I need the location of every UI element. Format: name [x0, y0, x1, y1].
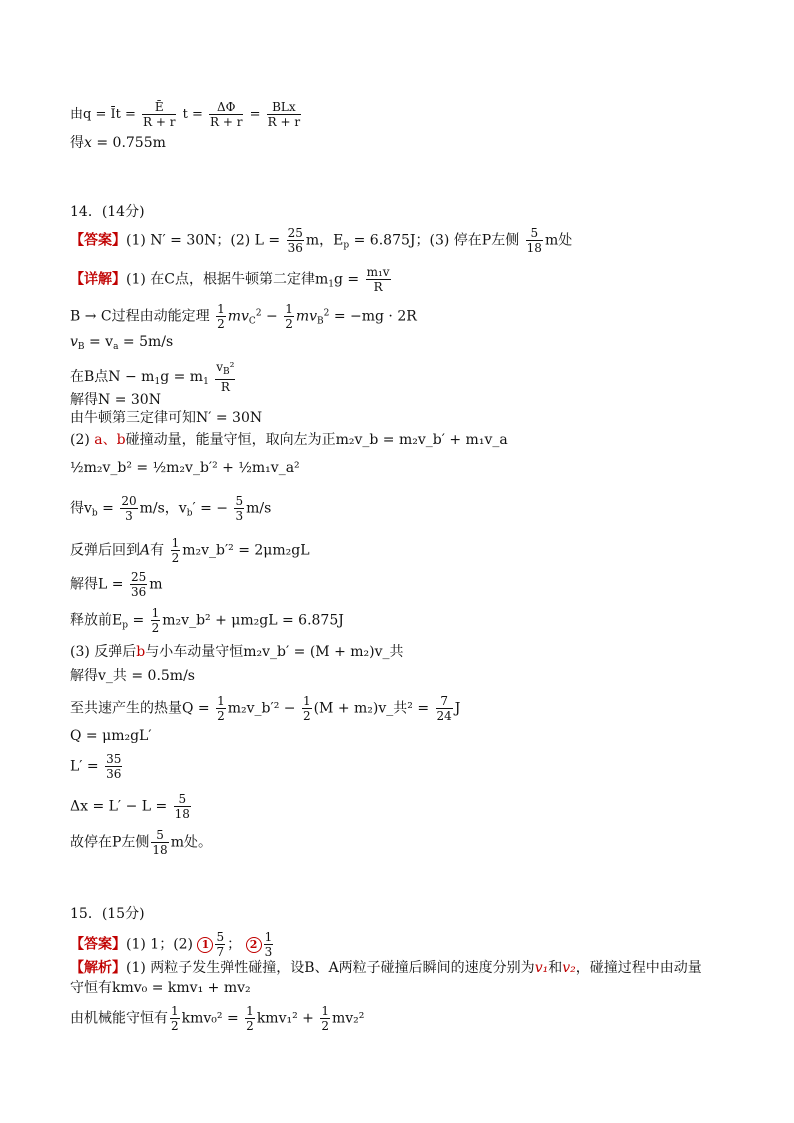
fraction: $\frac{\text{BLx}}{R + r}$ [267, 100, 301, 129]
problem-14-heading: 14．(14分) [70, 204, 145, 220]
detail-line-14: 解得v_共 = 0.5m/s [70, 668, 195, 684]
analysis-line-3: 由机械能守恒有 $\frac{1}{2}$ kmv₀² = $\frac{1}{2}$ kmv₁² + $\frac{1}{2}$ mv₂² [70, 1004, 365, 1033]
detail-line-7: (2) a、b碰撞动量，能量守恒，取向左为正m₂v_b = m₂v_b′ + m₁v_a [70, 432, 508, 448]
detail-line-9: 得$v_b$ = $\frac{20}{3}$ m/s，$v_b'$ = − $\frac{5}{3}$ m/s [70, 494, 272, 523]
detail-line-11: 解得L = $\frac{25}{36}$ m [70, 570, 163, 599]
detail-line-3: $v_B = v_a = 5m/s$ [70, 334, 174, 352]
detail-line-5: 解得N = 30N [70, 392, 161, 408]
detail-line-10: 反弹后回到A有 $\frac{1}{2}$ m₂v_b′² = 2μm₂gL [70, 536, 310, 565]
q13-equation: 由q = Īt = $\frac{Ē}{R + r}$ t = $\frac{\Delta\Phi}{R + r}$ = $\frac{\text{BLx}}{R + r}$ [70, 100, 301, 129]
detail-line-15: 至共速产生的热量Q = $\frac{1}{2}$ m₂v_b′² − $\frac{1}{2}$ (M + m₂)v_共² = $\frac{7}{24}$ J [70, 694, 461, 723]
detail-line-6: 由牛顿第三定律可知N′ = 30N [70, 410, 263, 426]
answer-14: 【答案】(1) N′ = 30N；(2) L = $\frac{25}{36}$ m，$E_p = 6.875J$；(3) 停在P左侧 $\frac{5}{18}$ m处 [70, 226, 573, 255]
detail-line-13: (3) 反弹后b与小车动量守恒m₂v_b′ = (M + m₂)v_共 [70, 644, 404, 660]
analysis-line-1: 【解析】(1) 两粒子发生弹性碰撞，设B、A两粒子碰撞后瞬间的速度分别为v₁和v₂，碰撞过程中由动量 [70, 960, 702, 976]
detail-line-12: 释放前$E_p$ = $\frac{1}{2}$ m₂v_b² + μm₂gL = 6.875J [70, 606, 344, 635]
detail-line-2: B → C过程由动能定理 $\frac{1}{2}$ $mv_C^2$ − $\frac{1}{2}$ $mv_B^2 = -mg \cdot 2R$ [70, 302, 417, 331]
detail-line-8: ½m₂v_b² = ½m₂v_b′² + ½m₁v_a² [70, 460, 300, 476]
detail-line-4: 在B点$N - m_1g = m_1$ $\frac{v_B^2}{R}$ [70, 360, 235, 394]
answer-15: 【答案】(1) 1；(2) 1 $\frac{5}{7}$ ； 2 $\frac{1}{3}$ [70, 930, 273, 959]
q13-result: 得x = 0.755m [70, 135, 166, 151]
problem-15-heading: 15．(15分) [70, 906, 145, 922]
detail-line-16: Q = μm₂gL′ [70, 728, 152, 744]
detail-line-17: L′ = $\frac{35}{36}$ [70, 752, 122, 781]
analysis-line-2: 守恒有kmv₀ = kmv₁ + mv₂ [70, 980, 251, 996]
fraction: $\frac{Ē}{R + r}$ [143, 100, 176, 129]
detail-line-18: Δx = L′ − L = $\frac{5}{18}$ [70, 792, 190, 821]
detail-line-19: 故停在P左侧 $\frac{5}{18}$ m处。 [70, 828, 212, 857]
detail-line-1: 【详解】(1) 在C点，根据牛顿第二定律$m_1g$ = $\frac{\text{m₁v}}{R}$ [70, 265, 390, 294]
fraction: $\frac{\Delta\Phi}{R + r}$ [210, 100, 243, 129]
